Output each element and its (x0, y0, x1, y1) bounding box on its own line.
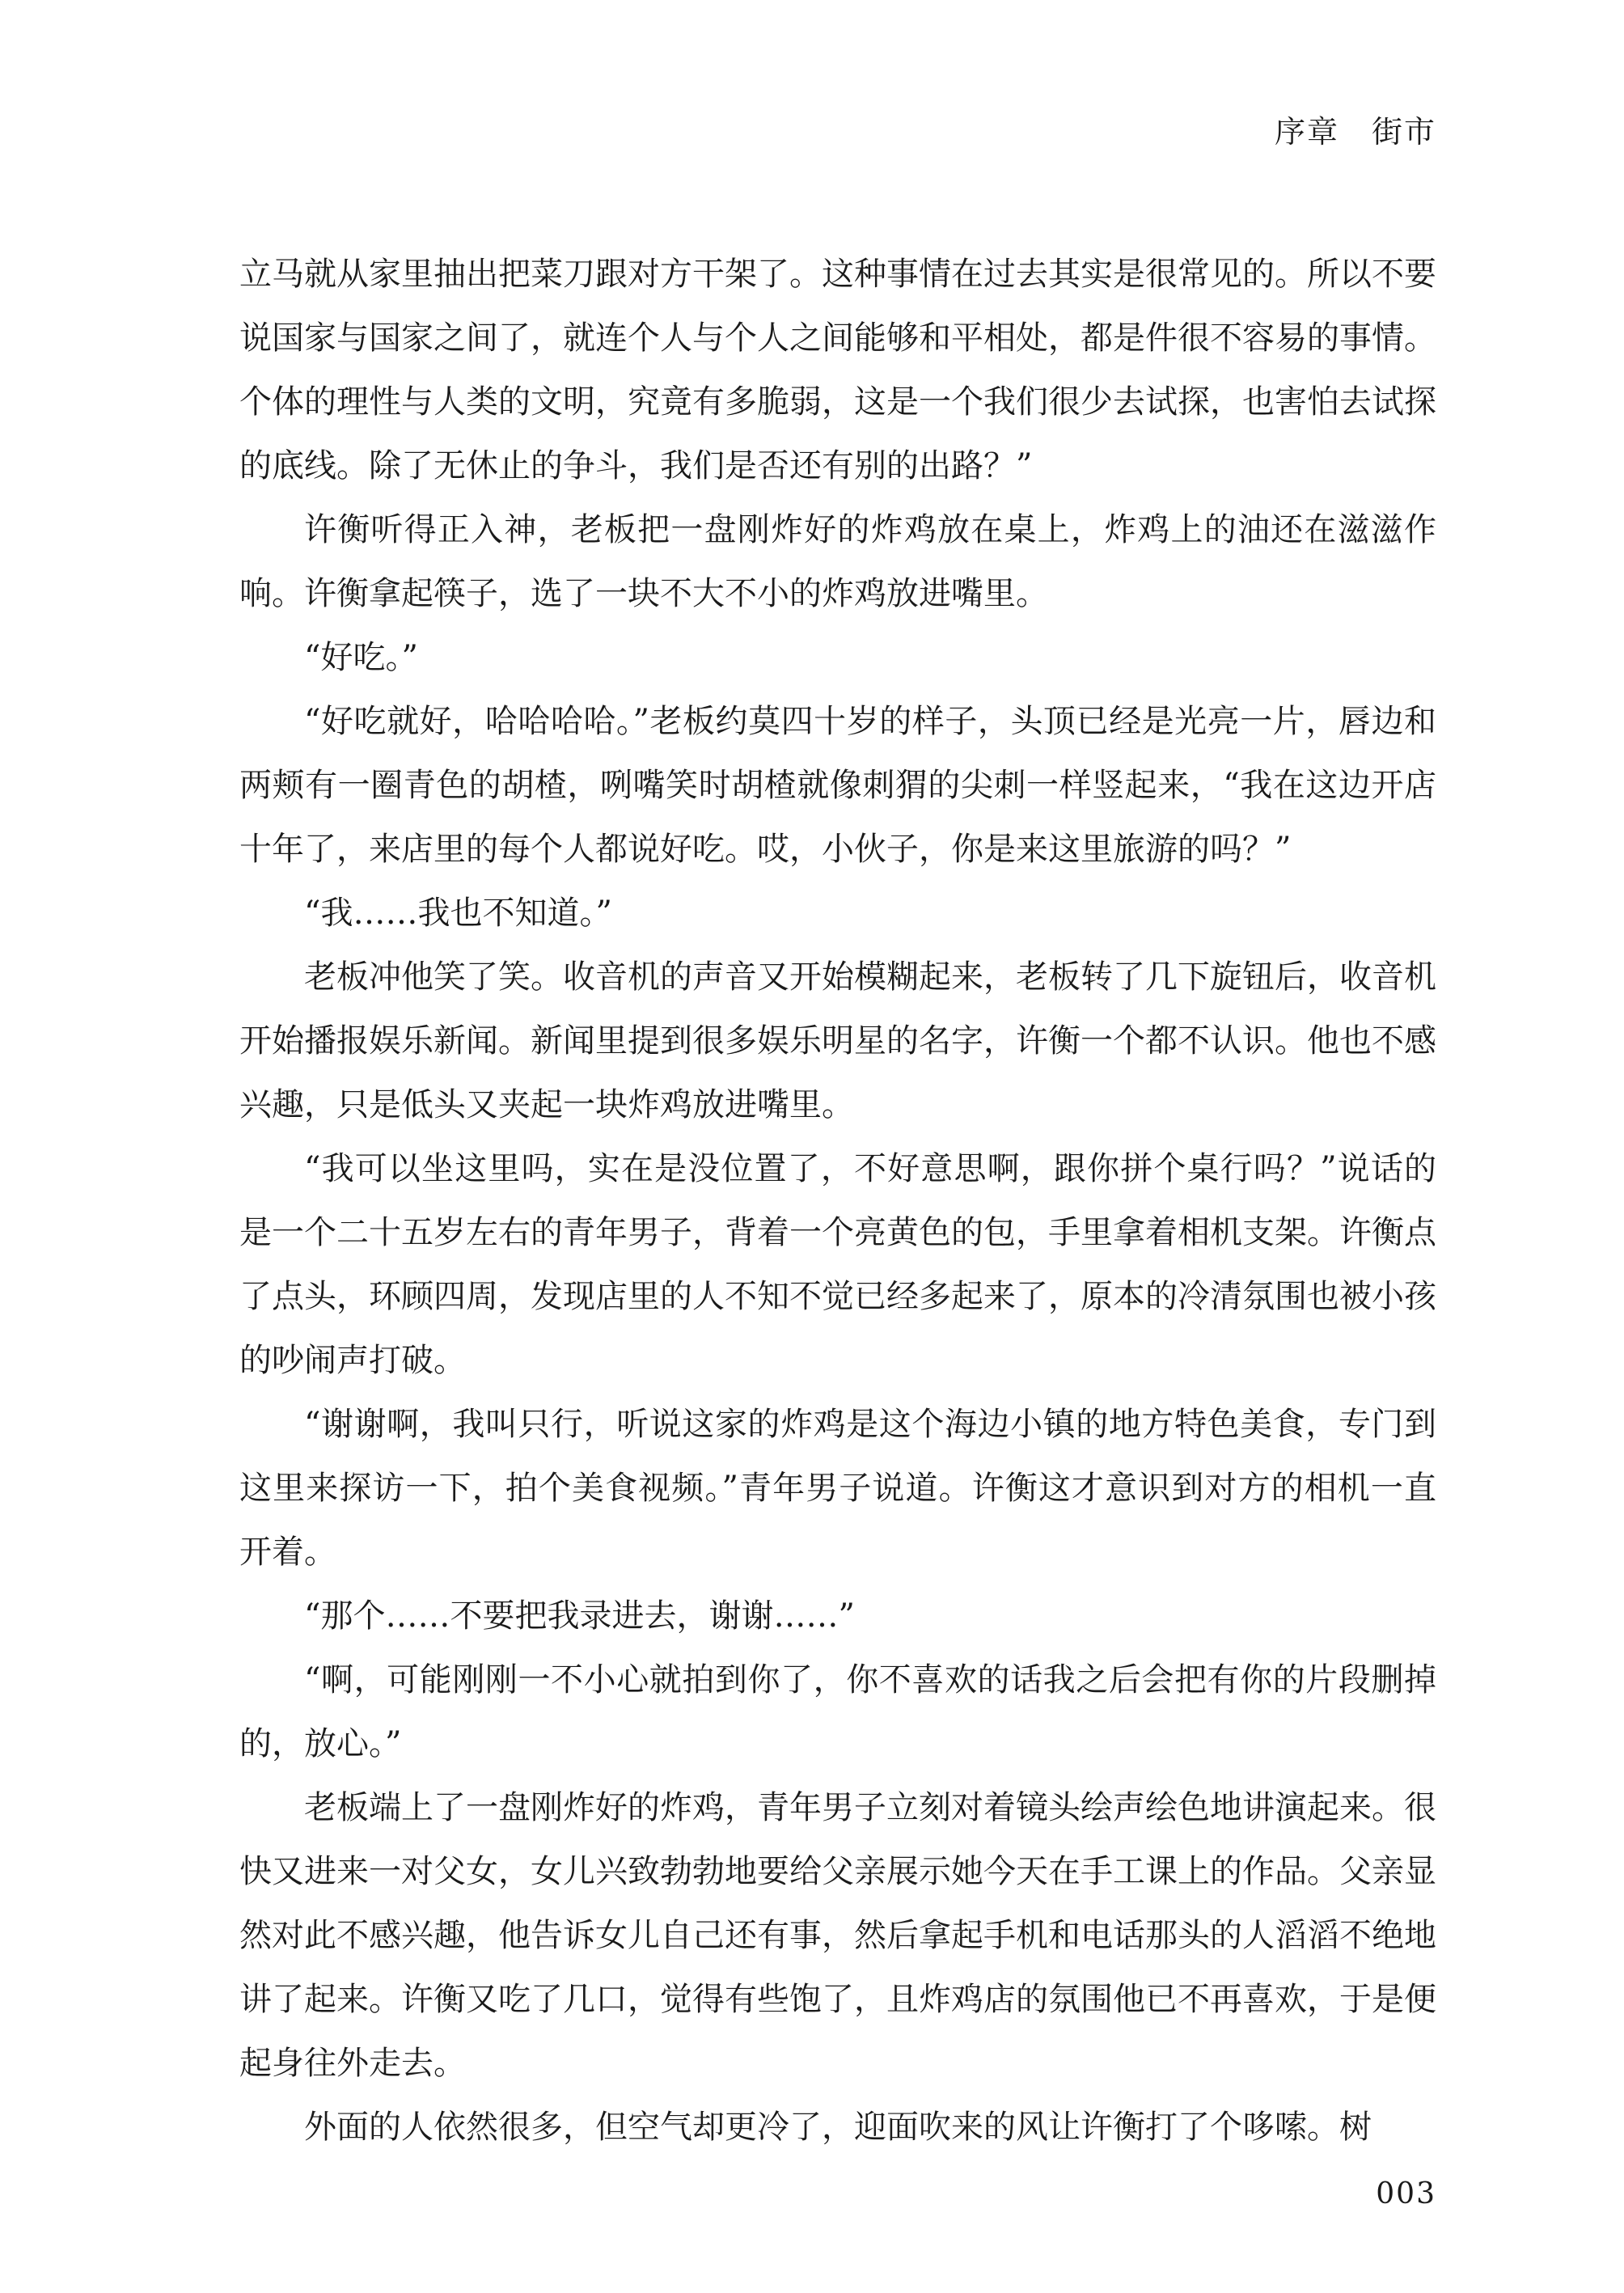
page-number: 003 (1376, 2177, 1436, 2211)
paragraph-11: 老板端上了一盘刚炸好的炸鸡，青年男子立刻对着镜头绘声绘色地讲演起来。很快又进来一对父女，女儿兴致勃勃地要给父亲展示她今天在手工课上的作品。父亲显然对此不感兴趣，他告诉女儿自己还有事，然后拿起手机和电话那头的人滔滔不绝地讲了起来。许衡又吃了几口，觉得有些饱了，且炸鸡店的氛围他已不再喜欢，于是便起身往外走去。 (239, 1789, 1436, 2082)
paragraph-2: 许衡听得正入神，老板把一盘刚炸好的炸鸡放在桌上，炸鸡上的油还在滋滋作响。许衡拿起筷子，选了一块不大不小的炸鸡放进嘴里。 (239, 511, 1436, 612)
paragraph-12: 外面的人依然很多，但空气却更冷了，迎面吹来的风让许衡打了个哆嗦。树 (304, 2109, 1372, 2146)
paragraph-5: “我……我也不知道。” (304, 895, 612, 932)
paragraph-3: “好吃。” (304, 639, 418, 676)
paragraph-6: 老板冲他笑了笑。收音机的声音又开始模糊起来，老板转了几下旋钮后，收音机开始播报娱乐新闻。新闻里提到很多娱乐明星的名字，许衡一个都不认识。他也不感兴趣，只是低头又夹起一块炸鸡放进嘴里。 (239, 958, 1436, 1123)
paragraph-10: “啊，可能刚刚一不小心就拍到你了，你不喜欢的话我之后会把有你的片段删掉的，放心。” (239, 1661, 1436, 1762)
body-text (239, 243, 1436, 2160)
paragraph-4: “好吃就好，哈哈哈哈。”老板约莫四十岁的样子，头顶已经是光亮一片，唇边和两颊有一圈青色的胡楂，咧嘴笑时胡楂就像刺猬的尖刺一样竖起来，“我在这边开店十年了，来店里的每个人都说好吃。哎，小伙子，你是来这里旅游的吗？” (239, 703, 1436, 868)
paragraph-9: “那个……不要把我录进去，谢谢……” (304, 1597, 855, 1635)
paragraph-7: “我可以坐这里吗，实在是没位置了，不好意思啊，跟你拼个桌行吗？”说话的是一个二十五岁左右的青年男子，背着一个亮黄色的包，手里拿着相机支架。许衡点了点头，环顾四周，发现店里的人不知不觉已经多起来了，原本的冷清氛围也被小孩的吵闹声打破。 (239, 1150, 1436, 1379)
paragraph-1: 立马就从家里抽出把菜刀跟对方干架了。这种事情在过去其实是很常见的。所以不要说国家与国家之间了，就连个人与个人之间能够和平相处，都是件很不容易的事情。个体的理性与人类的文明，究竟有多脆弱，这是一个我们很少去试探，也害怕去试探的底线。除了无休止的争斗，我们是否还有别的出路？” (239, 256, 1436, 484)
running-head: 序章 街市 (1274, 114, 1436, 150)
paragraph-8: “谢谢啊，我叫只行，听说这家的炸鸡是这个海边小镇的地方特色美食，专门到这里来探访一下，拍个美食视频。”青年男子说道。许衡这才意识到对方的相机一直开着。 (239, 1406, 1436, 1571)
